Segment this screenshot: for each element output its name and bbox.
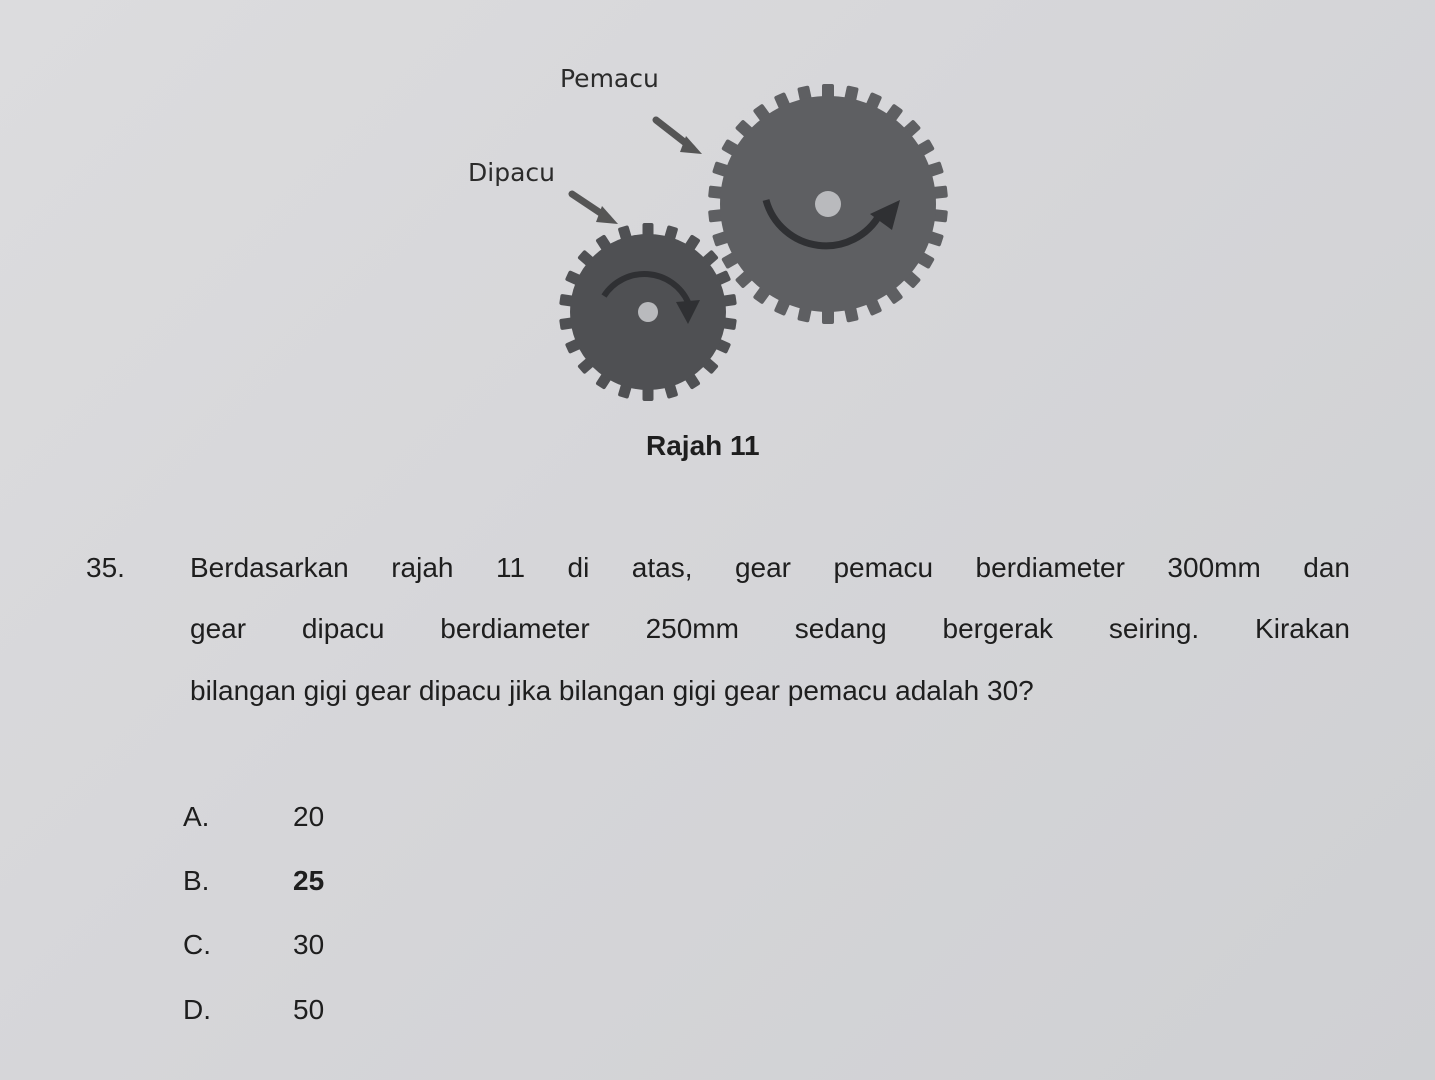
option-a-letter: A. — [183, 801, 210, 832]
option-b[interactable] — [183, 865, 324, 897]
driven-gear — [559, 223, 737, 401]
question-number: 35. — [86, 552, 125, 583]
option-c-value: 30 — [293, 929, 325, 960]
label-driver-gear: Pemacu — [560, 64, 659, 93]
question-line-1: Berdasarkan rajah 11 di atas, gear pemacu berdiameter 300mm dan — [190, 552, 1350, 583]
option-c-letter: C. — [183, 929, 211, 960]
question-line-3: bilangan gigi gear dipacu jika bilangan gigi gear pemacu adalah 30? — [190, 675, 1034, 706]
question-line-2: gear dipacu berdiameter 250mm sedang bergerak seiring. Kirakan — [190, 613, 1350, 644]
option-a-value: 20 — [293, 801, 325, 832]
option-c[interactable] — [183, 929, 324, 961]
driver-gear — [708, 84, 948, 324]
option-d-letter: D. — [183, 994, 211, 1025]
option-b-value: 25 — [293, 865, 325, 896]
label-driven-gear: Dipacu — [468, 158, 555, 187]
option-d-value: 50 — [293, 994, 325, 1025]
figure-caption: Rajah 11 — [646, 430, 760, 461]
option-b-letter: B. — [183, 865, 210, 896]
option-a[interactable] — [183, 801, 324, 833]
option-d[interactable] — [183, 994, 324, 1026]
